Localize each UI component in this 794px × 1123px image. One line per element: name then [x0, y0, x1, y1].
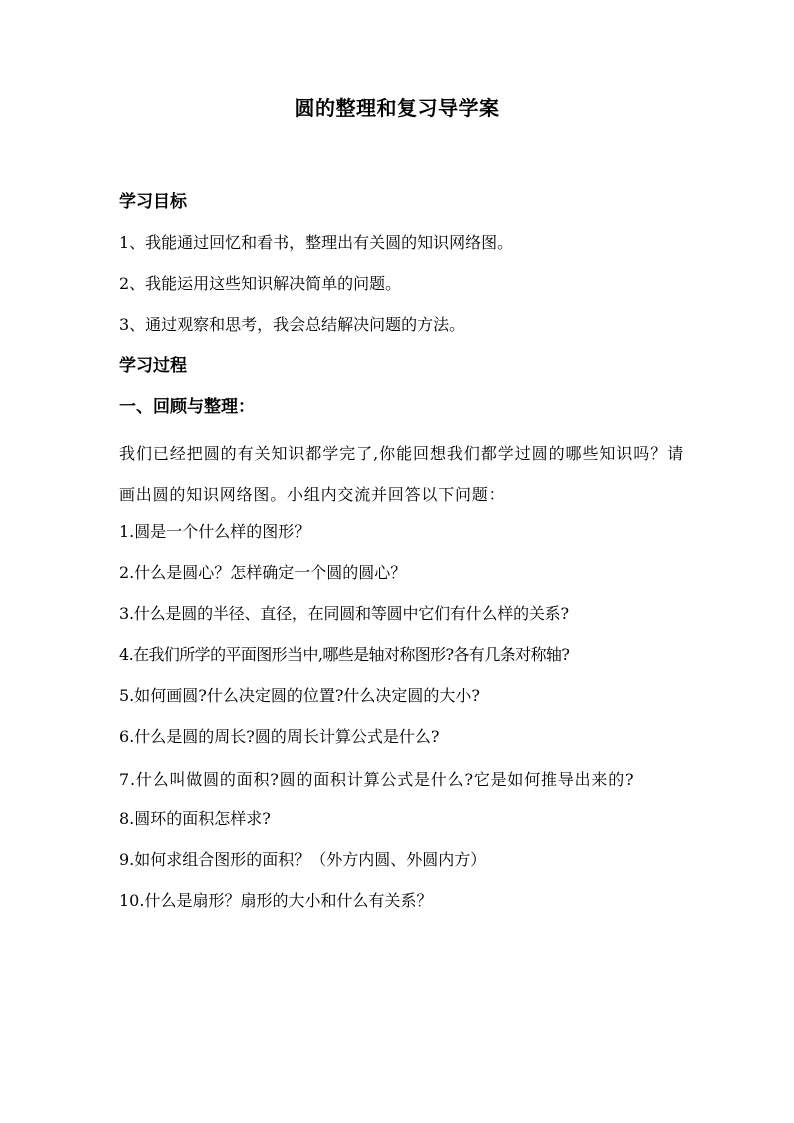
review-subheading: 一、回顾与整理： [119, 397, 255, 417]
question-8: 8.圆环的面积怎样求? [119, 809, 271, 828]
question-3: 3.什么是圆的半径、直径，在同圆和等圆中它们有什么样的关系? [119, 604, 569, 623]
question-2: 2.什么是圆心？怎样确定一个圆的圆心？ [119, 563, 407, 582]
goal-item-1: 1、我能通过回忆和看书，整理出有关圆的知识网络图。 [119, 233, 514, 252]
question-1: 1.圆是一个什么样的图形？ [119, 522, 311, 541]
question-4: 4.在我们所学的平面图形当中,哪些是轴对称图形?各有几条对称轴? [119, 645, 570, 664]
process-heading: 学习过程 [119, 356, 187, 376]
question-7: 7.什么叫做圆的面积?圆的面积计算公式是什么?它是如何推导出来的? [119, 770, 635, 789]
question-10: 10.什么是扇形？扇形的大小和什么有关系？ [119, 891, 433, 910]
intro-paragraph: 我们已经把圆的有关知识都学完了,你能回想我们都学过圆的哪些知识吗？请画出圆的知识网络图。小组内交流并回答以下问题： [119, 444, 684, 504]
question-6: 6.什么是圆的周长?圆的周长计算公式是什么? [119, 727, 440, 746]
document-body [119, 187, 684, 927]
question-5: 5.如何画圆?什么决定圆的位置?什么决定圆的大小? [119, 686, 481, 705]
goals-heading: 学习目标 [119, 192, 187, 212]
goal-item-2: 2、我能运用这些知识解决简单的问题。 [119, 274, 402, 293]
goal-item-3: 3、通过观察和思考，我会总结解决问题的方法。 [119, 315, 466, 334]
document-title: 圆的整理和复习导学案 [294, 96, 500, 120]
question-9: 9.如何求组合图形的面积？（外方内圆、外圆内方） [119, 850, 487, 869]
